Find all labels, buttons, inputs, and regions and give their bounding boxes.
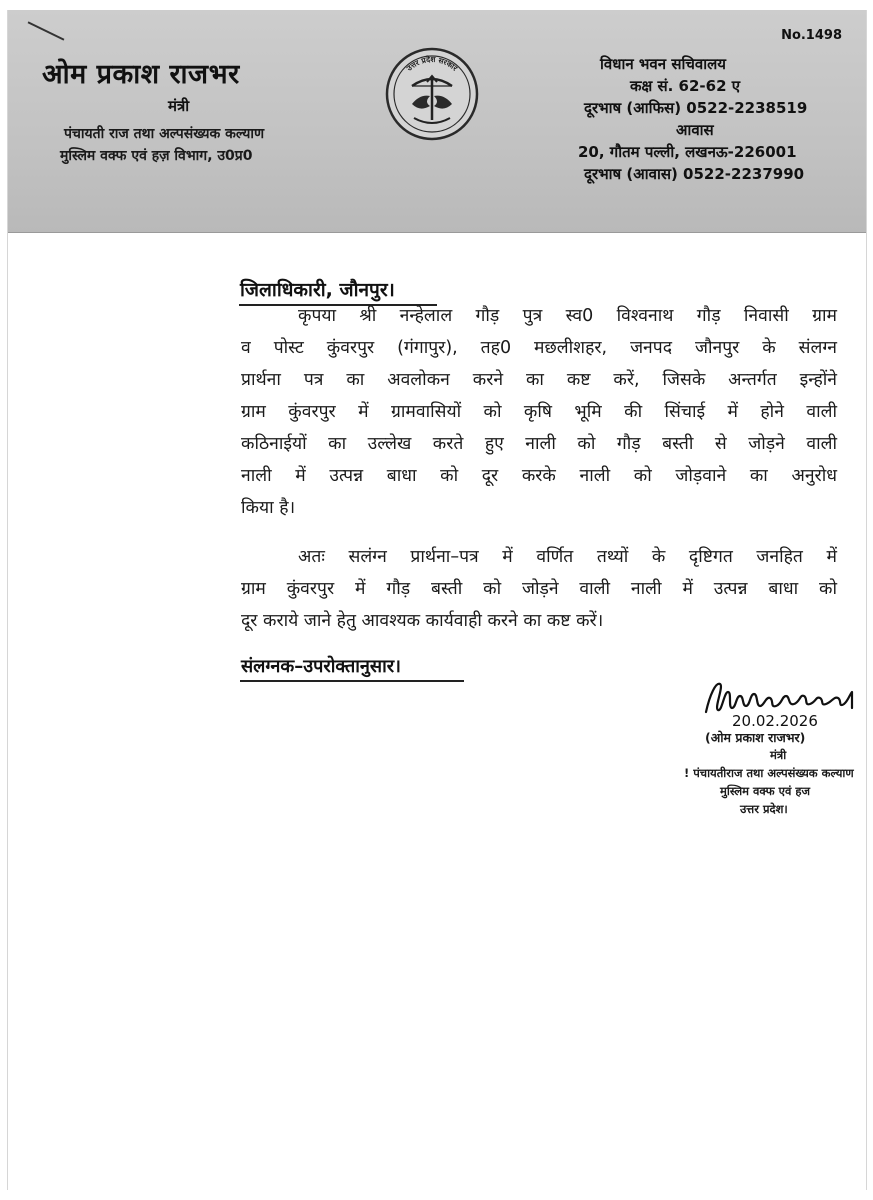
address-line-1: विधान भवन सचिवालय [600,55,726,73]
enclosure-underline [240,680,464,682]
reference-number: No.1498 [781,28,842,43]
emblem-text: उत्तर प्रदेश सरकार [404,54,460,73]
paragraph2-line: अतः सलंग्न प्रार्थना–पत्र में वर्णित तथ्यों के दृष्टिगत जनहित में [298,547,837,567]
paragraph1-line: प्रार्थना पत्र का अवलोकन करने का कष्ट करें, जिसके अन्तर्गत इन्होंने [241,370,837,390]
department-line-1: पंचायती राज तथा अल्पसंख्यक कल्याण [64,126,265,142]
paragraph1-line: कृपया श्री नन्हेलाल गौड़ पुत्र स्व0 विश्वनाथ गौड़ निवासी ग्राम [298,306,837,326]
letter-page [7,10,867,1190]
paragraph2-line: ग्राम कुंवरपुर में गौड़ बस्ती को जोड़ने वाली नाली में उत्पन्न बाधा को [241,579,837,599]
stamp-department: ! पंचायतीराज तथा अल्पसंख्यक कल्याण [684,766,854,780]
address-line-6: दूरभाष (आवास) 0522-2237990 [584,165,805,183]
up-government-emblem-icon [384,46,480,142]
minister-name: ओम प्रकाश राजभर [42,59,240,90]
address-line-5: 20, गौतम पल्ली, लखनऊ-226001 [578,143,797,161]
paragraph1-line: कठिनाईयों का उल्लेख करते हुए नाली को गौड़ बस्ती से जोड़ने वाली [241,434,837,454]
stamp-title: मंत्री [770,748,787,762]
stamp-department-2: मुस्लिम वक्फ एवं हज [720,784,810,798]
letterhead [8,10,866,233]
addressee: जिलाधिकारी, जौनपुर। [240,279,395,301]
pen-tick-mark [28,21,65,40]
enclosure-note: संलग्नक–उपरोक्तानुसार। [241,656,401,677]
signature-date: 20.02.2026 [732,712,818,730]
stamp-state: उत्तर प्रदेश। [740,802,788,816]
paragraph1-line: ग्राम कुंवरपुर में ग्रामवासियों को कृषि भूमि की सिंचाई में होने वाली [241,402,837,422]
department-line-2: मुस्लिम वक्फ एवं हज़ विभाग, उ0प्र0 [60,148,253,164]
paragraph2-line: दूर कराये जाने हेतु आवश्यक कार्यवाही करने का कष्ट करें। [241,611,604,631]
address-line-4: आवास [676,121,714,139]
paragraph1-line: व पोस्ट कुंवरपुर (गंगापुर), तह0 मछलीशहर, जनपद जौनपुर के संलग्न [241,338,837,358]
address-line-2: कक्ष सं. 62-62 ए [630,77,741,95]
address-line-3: दूरभाष (आफिस) 0522-2238519 [584,99,808,117]
stamp-name: (ओम प्रकाश राजभर) [705,730,806,745]
paragraph1-line: किया है। [241,498,296,518]
paragraph1-line: नाली में उत्पन्न बाधा को दूर करके नाली को जोड़वाने का अनुरोध [241,466,837,486]
minister-title: मंत्री [168,97,190,115]
